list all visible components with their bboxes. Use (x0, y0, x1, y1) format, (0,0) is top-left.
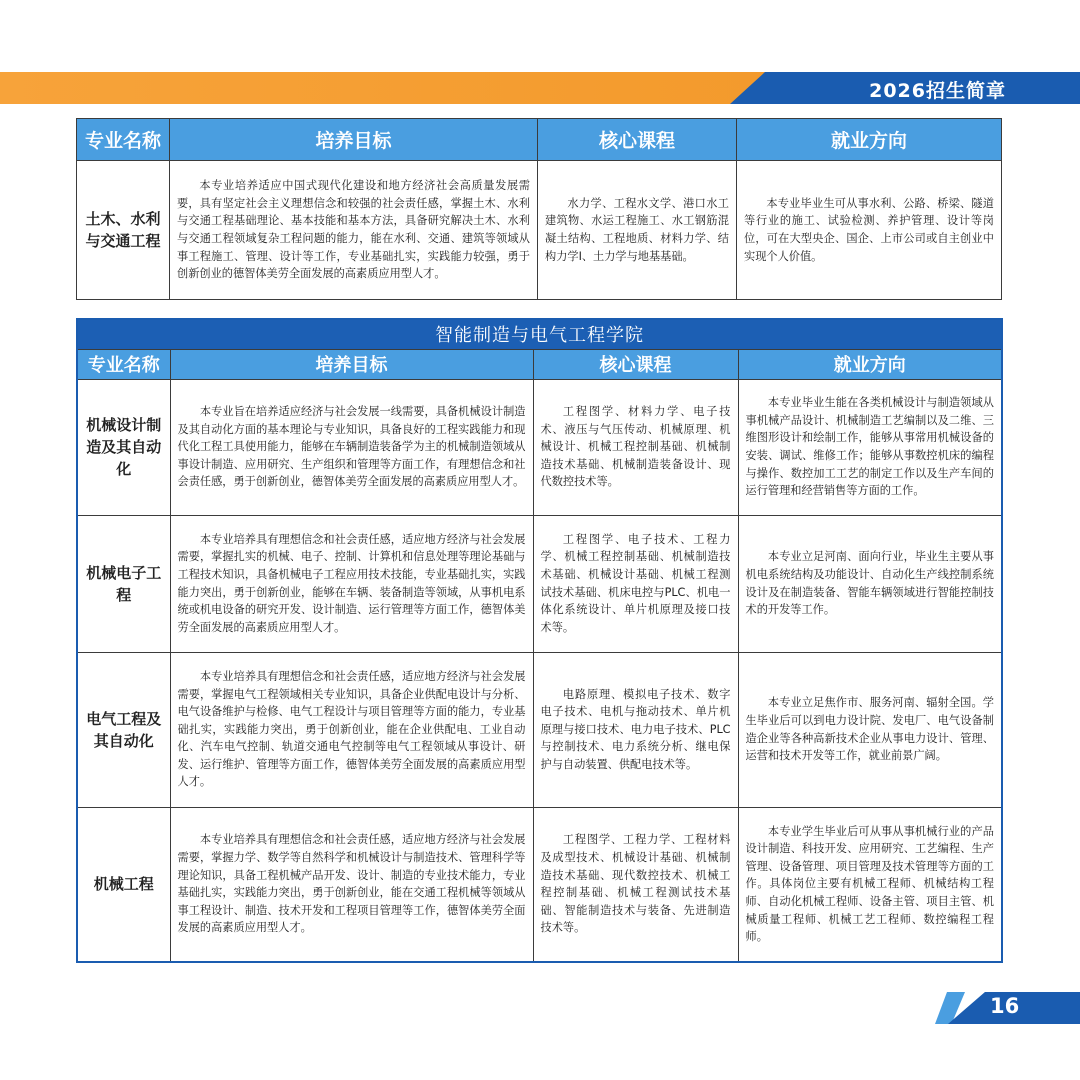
major-goal: 本专业旨在培养适应经济与社会发展一线需要，具备机械设计制造及其自动化方面的基本理论与专业知识，具备良好的工程实践能力和现代化工程工具使用能力，能够在车辆制造装备学为主的机械制造领域从事设计制造、应用研究、生产组织和管理等方面工作，有理想信念和社会责任感，勇于创新创业，德智体美劳全面发展的高素质应用型人才。 (170, 379, 533, 515)
major-name: 机械电子工程 (77, 515, 170, 652)
page-header-title: 2026招生简章 (869, 80, 1006, 102)
header-orange-band (0, 72, 790, 104)
table-header-row (77, 349, 1002, 379)
table-row (77, 379, 1002, 515)
col-header-goal: 培养目标 (170, 349, 533, 379)
table-row (77, 515, 1002, 652)
major-name: 土木、水利与交通工程 (77, 161, 170, 300)
major-courses: 电路原理、模拟电子技术、数字电子技术、电机与拖动技术、单片机原理与接口技术、电力电子技术、PLC与控制技术、电力系统分析、继电保护与自动装置、供配电技术等。 (533, 652, 738, 807)
major-career: 本专业立足焦作市、服务河南、辐射全国。学生毕业后可以到电力设计院、发电厂、电气设备制造企业等各种高新技术企业从事电力设计、管理、运营和技术开发等工作，就业前景广阔。 (738, 652, 1002, 807)
table-row (77, 652, 1002, 807)
col-header-name: 专业名称 (77, 119, 170, 161)
col-header-career: 就业方向 (738, 349, 1002, 379)
major-career: 本专业学生毕业后可从事从事机械行业的产品设计制造、科技开发、应用研究、工艺编程、生产管理、设备管理、项目管理及技术管理等方面的工作。具体岗位主要有机械工程师、机械结构工程师、自动化机械工程师、设备主管、项目主管、机械质量工程师、机械工艺工程师、数控编程工程师。 (738, 807, 1002, 962)
major-table-intelligent-manufacturing (76, 318, 1003, 963)
col-header-courses: 核心课程 (533, 349, 738, 379)
major-courses: 水力学、工程水文学、港口水工建筑物、水运工程施工、水工钢筋混凝土结构、工程地质、材料力学、结构力学Ⅰ、土力学与地基基础。 (538, 161, 737, 300)
col-header-goal: 培养目标 (170, 119, 538, 161)
college-title: 智能制造与电气工程学院 (77, 319, 1002, 349)
major-career: 本专业毕业生可从事水利、公路、桥梁、隧道等行业的施工、试验检测、养护管理、设计等岗位，可在大型央企、国企、上市公司或自主创业中实现个人价值。 (737, 161, 1002, 300)
major-courses: 工程图学、材料力学、电子技术、液压与气压传动、机械原理、机械设计、机械工程控制基础、机械制造技术基础、机械制造装备设计、现代数控技术等。 (533, 379, 738, 515)
major-name: 机械设计制造及其自动化 (77, 379, 170, 515)
major-goal: 本专业培养具有理想信念和社会责任感，适应地方经济与社会发展需要，掌握电气工程领域相关专业知识，具备企业供配电设计与分析、电气设备维护与检修、电气工程设计与项目管理等方面的能力，专业基础扎实，实践能力突出，勇于创新创业，能在企业供配电、工业自动化、汽车电气控制、轨道交通电气控制等电气工程领域从事设计、研发、运行维护、管理等方面工作，德智体美劳全面发展的高素质应用型人才。 (170, 652, 533, 807)
major-career: 本专业立足河南、面向行业，毕业生主要从事机电系统结构及功能设计、自动化生产线控制系统设计及在制造装备、智能车辆领域进行智能控制技术的开发等工作。 (738, 515, 1002, 652)
major-goal: 本专业培养具有理想信念和社会责任感，适应地方经济与社会发展需要，掌握扎实的机械、电子、控制、计算机和信息处理等理论基础与工程技术知识，具备机械电子工程应用技术技能，专业基础扎实，实践能力突出，勇于创新创业，能够在车辆、装备制造等领域，从事机电系统或机电设备的研究开发、设计制造、运行管理等方面工作，德智体美劳全面发展的高素质应用型人才。 (170, 515, 533, 652)
page-number: 16 (990, 994, 1020, 1018)
table-row (77, 807, 1002, 962)
major-courses: 工程图学、工程力学、工程材料及成型技术、机械设计基础、机械制造技术基础、现代数控技术、机械工程控制基础、机械工程测试技术基础、智能制造技术与装备、先进制造技术等。 (533, 807, 738, 962)
table-row (77, 161, 1002, 300)
major-career: 本专业毕业生能在各类机械设计与制造领域从事机械产品设计、机械制造工艺编制以及二维、三维图形设计和绘制工作，能够从事常用机械设备的安装、调试、维修工作；能够从事数控机床的编程与操作、数控加工工艺的制定工作以及生产车间的运行管理和经营销售等方面的工作。 (738, 379, 1002, 515)
col-header-name: 专业名称 (77, 349, 170, 379)
major-name: 电气工程及其自动化 (77, 652, 170, 807)
major-name: 机械工程 (77, 807, 170, 962)
major-goal: 本专业培养适应中国式现代化建设和地方经济社会高质量发展需要，具有坚定社会主义理想信念和较强的社会责任感，掌握土木、水利与交通工程基础理论、基本技能和基本方法，具备研究解决土木、水利与交通工程领域复杂工程问题的能力，能在水利、交通、建筑等领域从事工程施工、管理、设计等工作，专业基础扎实，实践能力较强，勇于创新创业的德智体美劳全面发展的高素质应用型人才。 (170, 161, 538, 300)
col-header-courses: 核心课程 (538, 119, 737, 161)
major-goal: 本专业培养具有理想信念和社会责任感，适应地方经济与社会发展需要，掌握力学、数学等自然科学和机械设计与制造技术、管理科学等理论知识，具备工程机械产品开发、设计、制造的专业技术能力，专业基础扎实，实践能力突出，勇于创新创业，能在交通工程机械等领域从事工程设计、制造、技术开发和工程项目管理等工作，德智体美劳全面发展的高素质应用型人才。 (170, 807, 533, 962)
college-title-row (77, 319, 1002, 349)
major-courses: 工程图学、电子技术、工程力学、机械工程控制基础、机械制造技术基础、机械设计基础、机械工程测试技术基础、机床电控与PLC、机电一体化系统设计、单片机原理及接口技术等。 (533, 515, 738, 652)
major-table-civil (76, 118, 1002, 300)
table-header-row (77, 119, 1002, 161)
col-header-career: 就业方向 (737, 119, 1002, 161)
